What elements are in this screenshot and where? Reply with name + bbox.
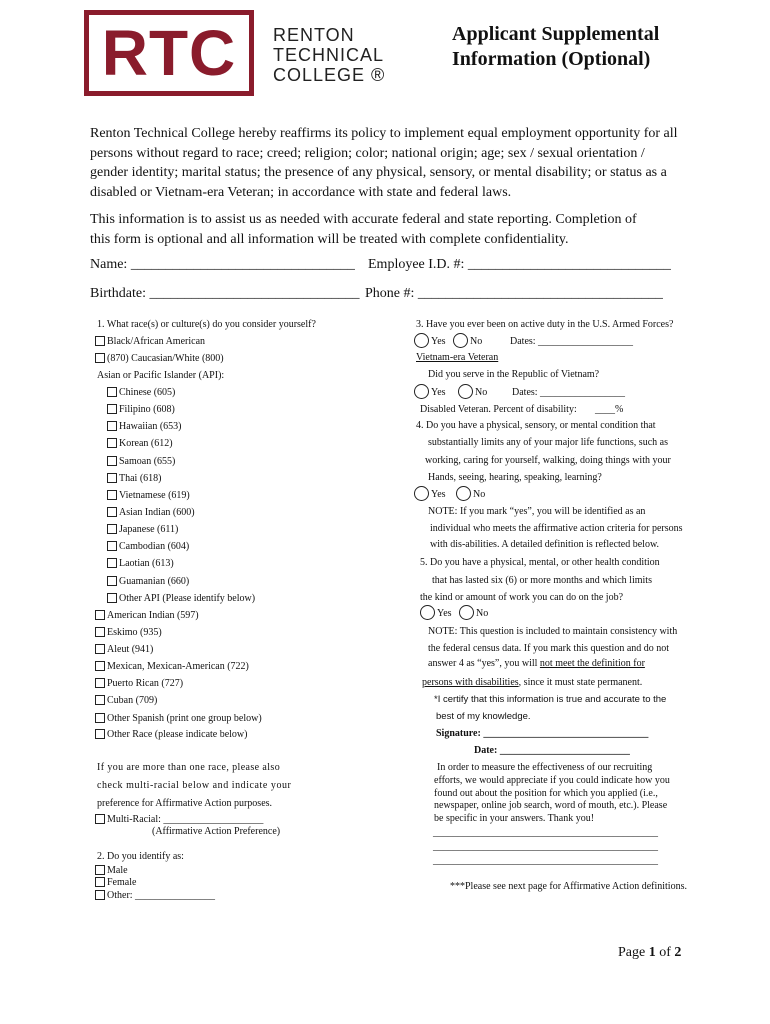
option-filipino[interactable]: Filipino (608) (107, 404, 175, 415)
option-eskimo[interactable]: Eskimo (935) (95, 627, 162, 638)
certify-line-2: best of my knowledge. (436, 711, 531, 722)
armed-forces-dates[interactable]: Dates: ___________________ (510, 336, 634, 347)
note-1-line-3: with dis-abilities. A detailed definition is reflected below. (430, 539, 660, 550)
question-4-line-1: 4. Do you have a physical, sensory, or mental condition that (416, 420, 656, 431)
armed-forces-no[interactable]: No (453, 333, 482, 348)
checkbox-icon[interactable] (95, 610, 105, 620)
checkbox-icon[interactable] (95, 713, 105, 723)
checkbox-icon[interactable] (107, 593, 117, 603)
checkbox-icon[interactable] (95, 336, 105, 346)
question-5-line-3: the kind or amount of work you can do on the job? (420, 592, 624, 603)
question-3: 3. Have you ever been on active duty in the U.S. Armed Forces? (416, 319, 674, 330)
date-field[interactable]: Date: __________________________ (474, 745, 630, 756)
answer-line-3[interactable]: _____________________________________________ (433, 855, 658, 866)
signature-field[interactable]: Signature: _________________________________ (436, 728, 649, 739)
vietnam-question: Did you serve in the Republic of Vietnam? (428, 369, 600, 380)
note-2-line-1: NOTE: This question is included to maintain consistency with (428, 626, 678, 637)
question-5-line-2: that has lasted six (6) or more months and which limits (432, 575, 652, 586)
effectiveness-line-4: newspaper, online job search, word of mouth, etc.). Please (434, 800, 668, 811)
page-title-line-2: Information (Optional) (452, 48, 651, 70)
checkbox-icon[interactable] (95, 627, 105, 637)
note-1-line-1: NOTE: If you mark “yes”, you will be identified as an (428, 506, 646, 517)
option-other-api[interactable]: Other API (Please identify below) (107, 593, 255, 604)
question-2: 2. Do you identify as: (97, 851, 184, 862)
college-name-line-1: RENTON (273, 25, 355, 45)
checkbox-icon[interactable] (95, 877, 105, 887)
question-5-line-1: 5. Do you have a physical, mental, or other health condition (420, 557, 660, 568)
effectiveness-line-3: found out about the position for which you applied (i.e., (434, 788, 658, 799)
option-laotian[interactable]: Laotian (613) (107, 558, 174, 569)
effectiveness-line-5: be specific in your answers. Thank you! (434, 813, 595, 824)
option-american-indian[interactable]: American Indian (597) (95, 610, 199, 621)
armed-forces-yes[interactable]: Yes (414, 333, 446, 348)
checkbox-icon[interactable] (95, 678, 105, 688)
checkbox-icon[interactable] (107, 438, 117, 448)
note-2-line-3: answer 4 as “yes”, you will not meet the definition for (428, 658, 645, 669)
option-caucasian[interactable]: (870) Caucasian/White (800) (95, 353, 224, 364)
college-name-line-3: COLLEGE ® (273, 65, 386, 85)
option-vietnamese[interactable]: Vietnamese (619) (107, 490, 190, 501)
birthdate-field[interactable]: Birthdate: ______________________________ (90, 286, 360, 301)
disability-yes[interactable]: Yes (414, 486, 446, 501)
page-title-line-1: Applicant Supplemental (452, 23, 660, 45)
option-female[interactable]: Female (95, 877, 136, 888)
option-cambodian[interactable]: Cambodian (604) (107, 541, 189, 552)
option-cuban[interactable]: Cuban (709) (95, 695, 157, 706)
checkbox-icon[interactable] (95, 353, 105, 363)
checkbox-icon[interactable] (107, 421, 117, 431)
vietnam-yes[interactable]: Yes (414, 384, 446, 399)
checkbox-icon[interactable] (95, 644, 105, 654)
checkbox-icon[interactable] (107, 541, 117, 551)
question-4-line-2: substantially limits any of your major life functions, such as (428, 437, 668, 448)
checkbox-icon[interactable] (107, 576, 117, 586)
option-other-race[interactable]: Other Race (please indicate below) (95, 729, 248, 740)
certify-line-1: *I certify that this information is true and accurate to the (434, 694, 667, 705)
option-hawaiian[interactable]: Hawaiian (653) (107, 421, 181, 432)
health-yes[interactable]: Yes (420, 605, 452, 620)
name-field[interactable]: Name: ________________________________ (90, 257, 355, 272)
checkbox-icon[interactable] (95, 661, 105, 671)
radio-icon[interactable] (458, 384, 473, 399)
note-1-line-2: individual who meets the affirmative action criteria for persons (430, 523, 683, 534)
checkbox-icon[interactable] (107, 404, 117, 414)
policy-statement: Renton Technical College hereby reaffirms its policy to implement equal employment opportunity for all persons without regard to race; creed; religion; color; national origin; age; sex / sexual orientation / gender identity; marital status; the presence of any physical, sensory, or mental disability; or status as a disabled or Vietnam-era Veteran; in accordance with state and federal laws. (90, 126, 678, 200)
radio-icon[interactable] (414, 486, 429, 501)
effectiveness-line-2: efforts, we would appreciate if you could indicate how you (434, 775, 670, 786)
multi-racial-note-3: preference for Affirmative Action purposes. (97, 798, 273, 809)
radio-icon[interactable] (459, 605, 474, 620)
checkbox-icon[interactable] (95, 729, 105, 739)
purpose-statement: This information is to assist us as needed with accurate federal and state reporting. Completion of this form is optional and all information will be treated with complete confidentiality. (90, 212, 637, 247)
answer-line-2[interactable]: _____________________________________________ (433, 841, 658, 852)
checkbox-icon[interactable] (107, 473, 117, 483)
employee-id-field[interactable]: Employee I.D. #: _____________________________ (368, 257, 671, 272)
college-name-line-2: TECHNICAL (273, 45, 385, 65)
radio-icon[interactable] (414, 333, 429, 348)
see-next-page-note: ***Please see next page for Affirmative Action definitions. (450, 881, 687, 892)
multi-racial-note-1: If you are more than one race, please also (97, 762, 281, 773)
rtc-logo (84, 10, 254, 96)
option-chinese[interactable]: Chinese (605) (107, 387, 175, 398)
checkbox-icon[interactable] (107, 387, 117, 397)
page-number: Page 1 of 2 (618, 945, 682, 960)
disabled-veteran-label: Disabled Veteran. Percent of disability: (420, 404, 577, 415)
disability-percent[interactable]: ____% (595, 404, 624, 415)
checkbox-icon[interactable] (107, 456, 117, 466)
checkbox-icon[interactable] (95, 695, 105, 705)
option-korean[interactable]: Korean (612) (107, 438, 173, 449)
option-male[interactable]: Male (95, 865, 128, 876)
option-samoan[interactable]: Samoan (655) (107, 456, 175, 467)
option-asian-indian[interactable]: Asian Indian (600) (107, 507, 195, 518)
option-black[interactable]: Black/African American (95, 336, 205, 347)
api-header: Asian or Pacific Islander (API): (97, 370, 225, 381)
option-thai[interactable]: Thai (618) (107, 473, 162, 484)
radio-icon[interactable] (414, 384, 429, 399)
note-2-line-2: the federal census data. If you mark this question and do not (428, 643, 670, 654)
option-aleut[interactable]: Aleut (941) (95, 644, 153, 655)
radio-icon[interactable] (456, 486, 471, 501)
phone-field[interactable]: Phone #: ___________________________________ (365, 286, 663, 301)
option-puerto-rican[interactable]: Puerto Rican (727) (95, 678, 183, 689)
logo-text: RTC (101, 17, 237, 89)
radio-icon[interactable] (420, 605, 435, 620)
multi-racial-note-2: check multi-racial below and indicate your (97, 780, 292, 791)
note-2-line-4: persons with disabilities, since it must state permanent. (422, 677, 643, 688)
answer-line-1[interactable]: _____________________________________________ (433, 827, 658, 838)
option-multi-racial[interactable]: Multi-Racial: ____________________ (95, 814, 263, 825)
question-4-line-4: Hands, seeing, hearing, speaking, learning? (428, 472, 602, 483)
checkbox-icon[interactable] (95, 865, 105, 875)
question-1: 1. What race(s) or culture(s) do you consider yourself? (97, 319, 316, 330)
disability-no[interactable]: No (456, 486, 485, 501)
checkbox-icon[interactable] (107, 524, 117, 534)
option-mexican[interactable]: Mexican, Mexican-American (722) (95, 661, 249, 672)
vietnam-no[interactable]: No (458, 384, 487, 399)
health-no[interactable]: No (459, 605, 488, 620)
option-guamanian[interactable]: Guamanian (660) (107, 576, 189, 587)
aa-preference-label: (Affirmative Action Preference) (152, 826, 281, 837)
checkbox-icon[interactable] (95, 814, 105, 824)
effectiveness-line-1: In order to measure the effectiveness of our recruiting (437, 762, 653, 773)
radio-icon[interactable] (453, 333, 468, 348)
option-other-gender[interactable]: Other: ________________ (95, 890, 215, 901)
question-4-line-3: working, caring for yourself, walking, doing things with your (425, 455, 671, 466)
checkbox-icon[interactable] (95, 890, 105, 900)
vietnam-veteran-label: Vietnam-era Veteran (416, 352, 499, 363)
vietnam-dates[interactable]: Dates: _________________ (512, 387, 626, 398)
checkbox-icon[interactable] (107, 507, 117, 517)
checkbox-icon[interactable] (107, 490, 117, 500)
option-japanese[interactable]: Japanese (611) (107, 524, 178, 535)
checkbox-icon[interactable] (107, 558, 117, 568)
option-other-spanish[interactable]: Other Spanish (print one group below) (95, 713, 262, 724)
